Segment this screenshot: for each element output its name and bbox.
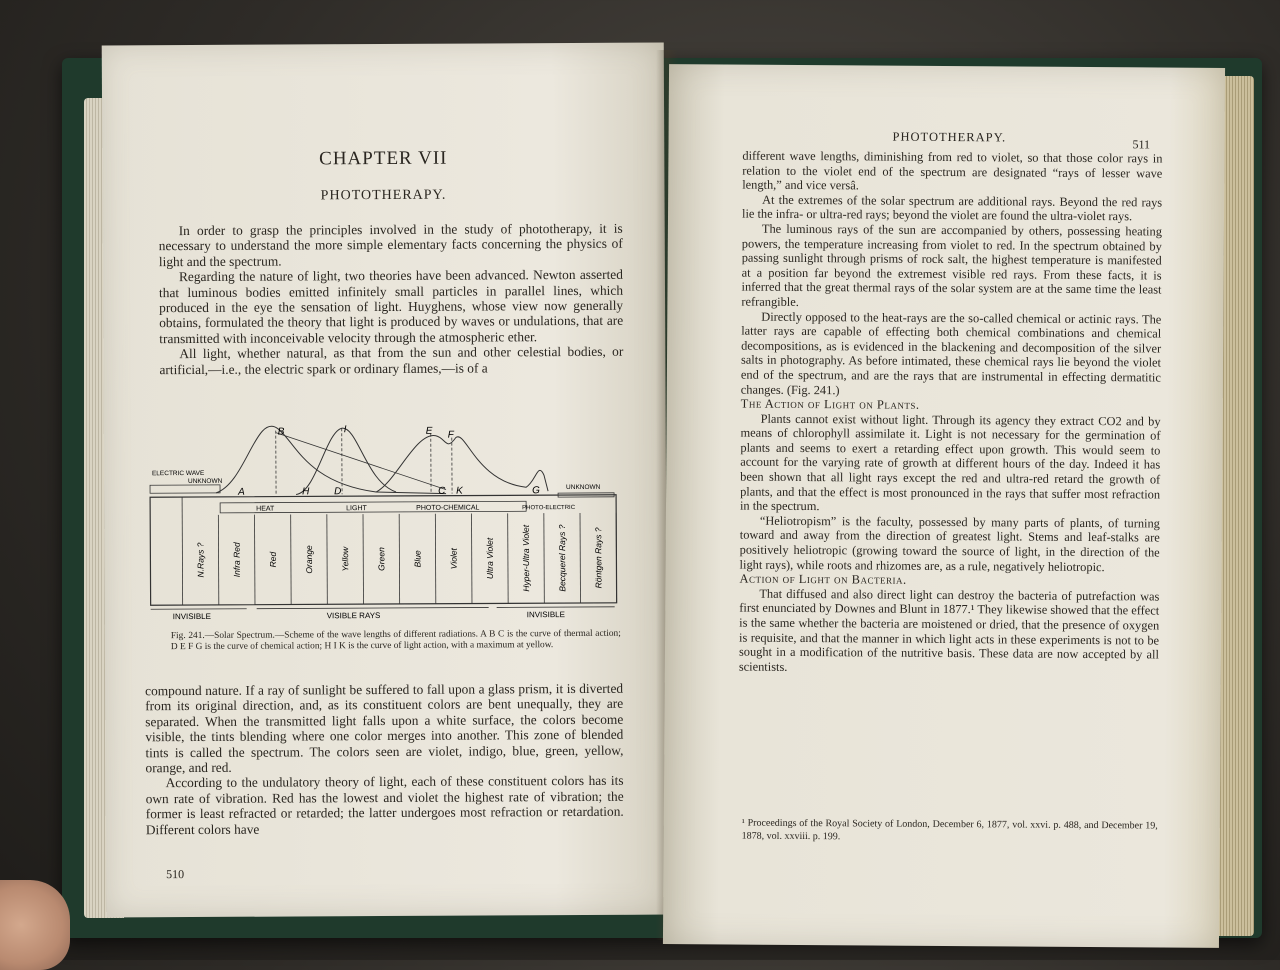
letter-g: G [532,485,540,496]
label-unknown-left: UNKNOWN [188,478,223,485]
right-paragraph-7: That diffused and also direct light can destroy the bacteria of putrefaction was first enunciated by Downes and Blunt in 1877.¹ They likewise showed that the effect is the same whether the bacteria are moistened or dried, that the presence of oxygen is requisite, and that the manner in which light acts in these experiments is not to be sought in a modification of the nutritive basis. These data are now accepted by all scientists. [739,586,1160,676]
column-label: Yellow [340,546,350,571]
left-paragraph-2: Regarding the nature of light, two theories have been advanced. Newton asserted that luminous bodies emitted infinitely small particles in parallel lines, which produced in the eye the sensation of light. Huyghens, whose view now generally obtains, formulated the theory that light is produced by waves or undulations, that are transmitted with inconceivable velocity through the atmospheric ether. [159,267,623,346]
column-label: Violet [449,547,459,569]
thumb [0,880,70,970]
left-paragraph-1: In order to grasp the principles involved in the study of phototherapy, it is necessary to understand the more simple elementary facts concerning the physics of light and the spectrum. [159,221,623,270]
column-label: Blue [412,550,422,567]
left-paragraph-3: All light, whether natural, as that from the sun and other celestial bodies, or artificial,—i.e., the electric spark or ordinary flames,—is of a [159,344,623,377]
chapter-heading: CHAPTER VII [102,147,664,172]
right-body-text [739,149,1163,677]
section-heading-bacteria: Action of Light on Bacteria. [739,572,1159,590]
letter-d: D [334,486,341,497]
left-intro-text [159,221,624,377]
letter-h: H [302,486,310,497]
column-label: Orange [304,545,314,574]
right-paragraph-2: At the extremes of the solar spectrum are additional rays. Beyond the red rays lie the infra- or ultra-red rays; beyond the violet are found the ultra-violet rays. [742,192,1162,224]
chemical-curve [376,435,548,492]
letter-k: K [456,486,464,497]
section-heading-plants: The Action of Light on Plants. [741,397,1161,415]
left-paragraph-4: compound nature. If a ray of sunlight be suffered to fall upon a glass prism, it is diverted from its original direction, and, as its constituent colors are bent unequally, they are separated. When the transmitted light falls upon a white surface, the colors become visible, the tints blending where one color merges into another. This zone of blended tints is called the spectrum. The colors seen are violet, indigo, blue, green, yellow, orange, and red. [145,681,623,776]
band-photoelectric: PHOTO-ELECTRIC [522,505,576,511]
left-page-number: 510 [166,867,184,882]
letter-b: B [278,427,285,438]
letter-i: I [344,424,347,435]
column-label: Green [376,547,386,571]
chapter-title: PHOTOTHERAPY. [102,187,664,206]
right-paragraph-5: Plants cannot exist without light. Through its agency they extract CO2 and by means of chlorophyll assimilate it. Light is not necessary for the germination of plants and seems to exert a retarding effect upon growth. This would seem to account for the varying rate of growth at different hours of the day. Indeed it has been shown that all light rays except the red and ultra-red retard the growth of plants, and that the effect is most pronounced in the rays that suffer most refraction in the spectrum. [740,411,1161,516]
column-label: Ultra Violet [485,537,495,579]
running-head: PHOTOTHERAPY. [893,130,1007,146]
letter-c: C [438,486,446,497]
right-page-number: 511 [1132,137,1150,152]
diagonal-curve [276,432,446,491]
footnote: ¹ Proceedings of the Royal Society of London, December 6, 1877, vol. xxvi. p. 488, and December 19, 1878, vol. xxviii. p. 199. [742,817,1158,846]
right-page [663,64,1225,948]
column-label: N.Rays ? [195,542,205,577]
left-body-text [145,681,624,838]
spectrum-columns [182,495,617,605]
band-photochemical: PHOTO-CHEMICAL [416,505,479,512]
solar-spectrum-figure [146,421,627,624]
letter-f: F [448,430,455,441]
label-invisible-right: INVISIBLE [527,610,565,619]
label-visible-rays: VISIBLE RAYS [327,611,381,620]
right-paragraph-3: The luminous rays of the sun are accompanied by others, possessing heating powers, the temperature increasing from violet to red. In the spectrum obtained by passing sunlight through prisms of rock salt, the highest temperature is manifested at a position far beyond the extremest visible red rays. From these facts, it is inferred that the great thermal rays of the solar system are at the same time the least refrangible. [741,222,1162,312]
left-page [102,43,669,918]
band-heat: HEAT [256,506,275,513]
left-paragraph-5: According to the undulatory theory of light, each of these constituent colors has its own rate of vibration. Red has the lowest and violet the highest rate of vibration; the former is least refracted or retarded; the latter undergoes most refraction or retardation. Different colors have [146,773,624,837]
column-label: Red [268,551,278,567]
right-paragraph-6: “Heliotropism” is the faculty, possessed by many parts of plants, of turning toward and away from the direction of greatest light. Stems and leaf-stalks are positively heliotropic (growing toward the source of light, in the direction of the light rays), while roots and rhizomes are, as a rule, negatively heliotropic. [740,513,1160,574]
column-label: Becquerel Rays ? [557,524,567,591]
column-label: Infra Red [232,542,242,577]
band-light: LIGHT [346,505,367,512]
thermal-curve [216,425,446,495]
figure-caption: Fig. 241.—Solar Spectrum.—Scheme of the wave lengths of different radiations. A B C is the curve of thermal action; D E F G is the curve of chemical action; H I K is the curve of light action, with a maximum at yellow. [171,629,621,653]
label-electric-wave: ELECTRIC WAVE [152,470,205,477]
column-label: Hyper-Ultra Violet [521,524,531,591]
column-label: Röntgen Rays ? [593,527,603,588]
letter-e: E [426,426,433,437]
right-paragraph-1: different wave lengths, diminishing from red to violet, so that those color rays in relation to the violet end of the spectrum are designated “rays of lesser wave length,” and vice versâ. [742,149,1162,196]
letter-a: A [237,487,245,498]
right-paragraph-4: Directly opposed to the heat-rays are the so-called chemical or actinic rays. The latter rays are capable of effecting both chemical combinations and chemical decompositions, as is evidenced in the blackening and decomposition of the silver salts in photography. As before intimated, these chemical rays lie beyond the violet end of the spectrum, and are the rays that are instrumental in effecting dermatitic changes. (Fig. 241.) [741,309,1162,399]
label-invisible-left: INVISIBLE [173,612,211,621]
label-unknown-right: UNKNOWN [566,484,601,491]
